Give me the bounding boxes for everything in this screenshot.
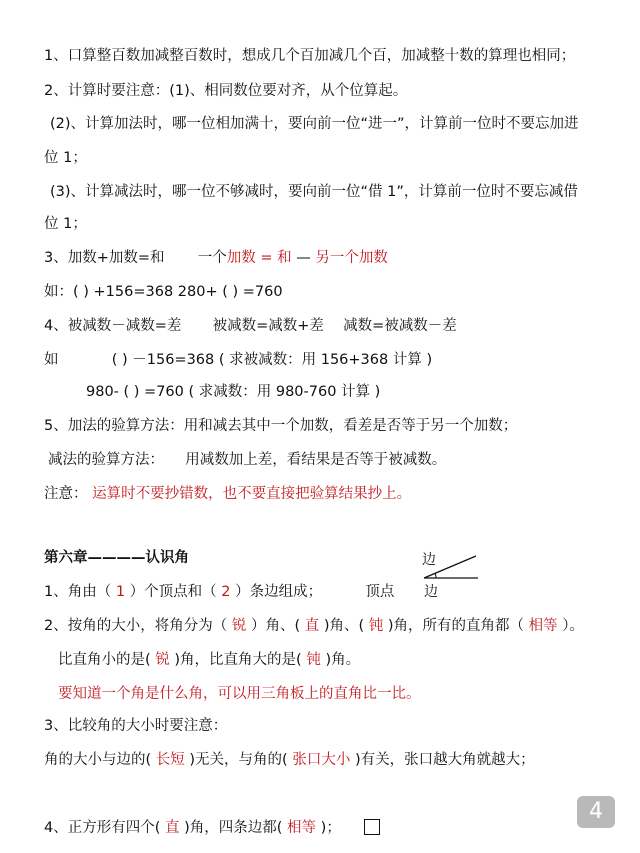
line-20: 3、比较角的大小时要注意： — [44, 718, 228, 734]
text-segment: ）角、( — [250, 618, 301, 634]
text-segment: ）条边组成； — [235, 584, 323, 600]
line-9 — [44, 316, 457, 336]
edge-label-top: 边 — [422, 552, 436, 568]
answer-acute: 锐 — [155, 652, 170, 668]
text-segment: 1、角由（ — [44, 584, 112, 600]
answer-equal: 相等 — [287, 820, 317, 836]
page-number-badge: 4 — [577, 796, 615, 828]
example-label: 如 — [44, 352, 59, 368]
line-17 — [44, 616, 584, 636]
text-segment: )角。 — [325, 652, 361, 668]
answer-obtuse: 钝 — [306, 652, 321, 668]
subtraction-check-text: 用减数加上差，看结果是否等于被减数。 — [185, 452, 447, 468]
line-21 — [44, 750, 535, 770]
text-segment: ）个顶点和（ — [129, 584, 217, 600]
line-19: 要知道一个角是什么角，可以用三角板上的直角比一比。 — [58, 686, 421, 702]
chapter-title: 第六章————认识角 — [44, 550, 189, 566]
text-segment: )； — [320, 820, 341, 836]
example-minuend: ( ) －156=368 ( 求被减数：用 156+368 计算 ) — [111, 352, 433, 368]
text-segment: ）。 — [562, 618, 585, 634]
answer-vertex-count: 1 — [115, 584, 126, 600]
line-10 — [44, 350, 432, 370]
text-segment: 比直角小的是( — [58, 652, 151, 668]
minuend-formula: 被减数=减数+差 — [212, 318, 324, 334]
line-7 — [44, 248, 388, 268]
line-18 — [58, 650, 360, 670]
line-12: 5、加法的验算方法：用和减去其中一个加数，看差是否等于另一个加数； — [44, 418, 518, 434]
text-segment: )角、( — [323, 618, 365, 634]
line-4: 位 1； — [44, 150, 87, 166]
text-segment: 4、正方形有四个( — [44, 820, 161, 836]
text-segment: 2、按角的大小，将角分为（ — [44, 618, 228, 634]
answer-right: 直 — [165, 820, 180, 836]
edge-label-bottom: 边 — [424, 584, 438, 598]
answer-opening: 张口大小 — [292, 752, 351, 768]
text-segment: 角的大小与边的( — [44, 752, 152, 768]
line-3: (2)、计算加法时，哪一位相加满十，要向前一位“进一”，计算前一位时不要忘加进 — [50, 116, 579, 132]
answer-edge-count: 2 — [221, 584, 231, 600]
answer-acute: 锐 — [231, 618, 247, 634]
line-6: 位 1； — [44, 216, 87, 232]
text-segment: )角，四条边都( — [184, 820, 283, 836]
line-14 — [44, 484, 411, 504]
line-22 — [44, 818, 341, 838]
line-16 — [44, 582, 394, 602]
line-11: 980- ( ) =760 ( 求减数：用 980-760 计算 ) — [86, 384, 381, 400]
vertex-label: 顶点 — [365, 584, 395, 600]
line-8: 如：( ) +156=368 280+ ( ) =760 — [44, 284, 283, 300]
answer-obtuse: 钝 — [368, 618, 384, 634]
line-13 — [48, 450, 446, 470]
note-label: 注意： — [44, 486, 88, 502]
text-segment: )角，比直角大的是( — [174, 652, 302, 668]
answer-length: 长短 — [155, 752, 185, 768]
subtrahend-formula: 减数=被减数－差 — [343, 318, 457, 334]
text-segment: )无关，与角的( — [189, 752, 288, 768]
angle-arc — [435, 573, 436, 578]
subtraction-formula: 4、被减数－减数=差 — [44, 318, 182, 334]
subtraction-check-label: 减法的验算方法： — [48, 452, 164, 468]
square-icon — [364, 819, 380, 835]
text-segment: )角，所有的直角都（ — [387, 618, 525, 634]
line-5: (3)、计算减法时，哪一位不够减时，要向前一位“借 1”，计算前一位时不要忘减借 — [50, 184, 578, 200]
line-2: 2、计算时要注意：(1)、相同数位要对齐，从个位算起。 — [44, 83, 408, 99]
addend-formula: 一个加数 = 和 — 另一个加数 — [197, 250, 388, 266]
angle-diagram — [418, 548, 482, 598]
answer-equal: 相等 — [528, 618, 558, 634]
line-1: 1、口算整百数加减整百数时，想成几个百加减几个百，加减整十数的算理也相同； — [44, 48, 576, 64]
answer-right: 直 — [304, 618, 320, 634]
note-text: 运算时不要抄错数，也不要直接把验算结果抄上。 — [92, 486, 412, 502]
text-segment: )有关，张口越大角就越大； — [354, 752, 535, 768]
addition-formula: 3、加数+加数=和 — [44, 250, 165, 266]
